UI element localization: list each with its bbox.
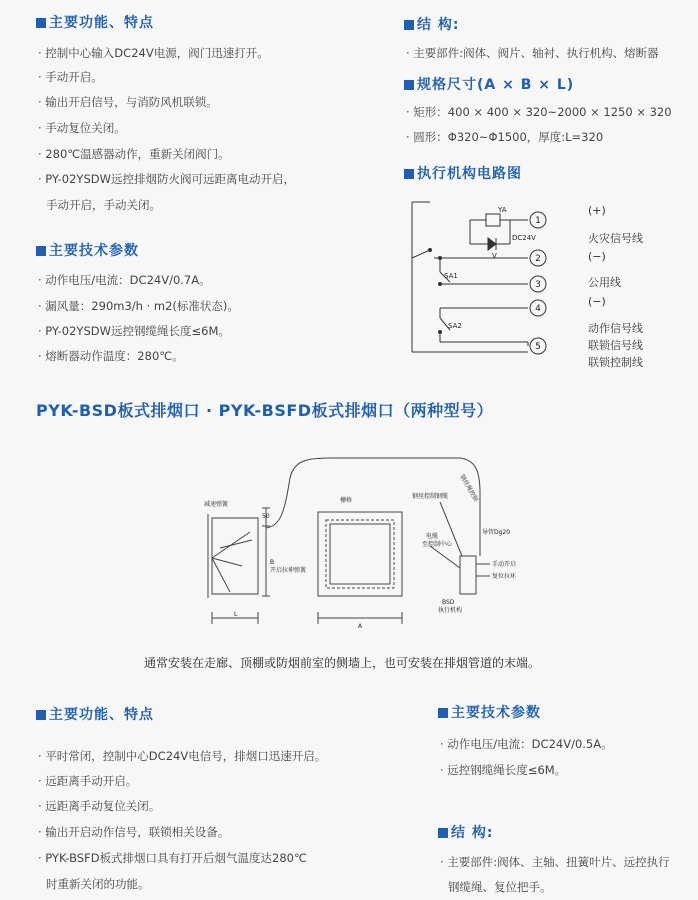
square-bullet-icon <box>438 828 448 838</box>
power-label: 电缆 <box>426 533 439 540</box>
signal-label: (−) <box>588 250 606 263</box>
signal-label: (+) <box>588 204 606 217</box>
feature-line: · 手动复位关闭。 <box>38 121 126 135</box>
voltage-label: DC24V <box>512 234 536 242</box>
switch-label: SA2 <box>448 322 462 330</box>
square-bullet-icon <box>404 80 414 90</box>
reset-label: 复位拉环 <box>492 573 517 580</box>
feature-line: 时重新关闭的功能。 <box>46 877 150 891</box>
feature-line: · 远距离手动复位关闭。 <box>38 799 161 813</box>
model-label: BSD <box>442 599 455 606</box>
dimension-label: A <box>358 623 363 630</box>
size-heading: 规格尺寸(A × B × L) <box>404 74 574 94</box>
feature-line: · 输出开启动作信号，联锁相关设备。 <box>38 825 230 839</box>
coil-label: YA <box>498 206 507 214</box>
conduit-label: 导管Dg20 <box>482 529 511 536</box>
terminal-label: 3 <box>535 280 541 290</box>
structure-heading-2: 结 构: <box>438 822 493 842</box>
switch-label: SA1 <box>444 272 458 280</box>
signal-label: 联锁信号线 <box>588 339 643 352</box>
params-heading-2: 主要技术参数 <box>438 702 541 722</box>
terminal-label: 1 <box>535 216 541 226</box>
signal-label: 动作信号线 <box>588 322 643 335</box>
feature-line: · PYK-BSFD板式排烟口具有打开后烟气温度达280℃ <box>38 851 307 865</box>
manual-open-label: 手动开启 <box>492 561 517 568</box>
dimension-label: L <box>234 611 238 618</box>
structure-line: 钢缆绳、复位把手。 <box>448 880 552 894</box>
feature-line: · 平时常闭，控制中心DC24V电信号，排烟口迅速开启。 <box>38 749 327 763</box>
param-line: · PY-02YSDW远控钢缆绳长度≤6M。 <box>38 324 230 338</box>
grille-label: 栅格 <box>340 497 353 504</box>
installation-caption: 通常安装在走廊、顶棚或防烟前室的侧墙上，也可安装在排烟管道的末端。 <box>144 656 541 670</box>
param-line: · 漏风量：290m3/h · m2(标准状态)。 <box>38 299 239 313</box>
circuit-diagram <box>400 192 580 372</box>
structure-line: · 主要部件:阀体、主轴、扭簧叶片、远控执行 <box>440 855 670 869</box>
terminal-label: 5 <box>535 342 541 352</box>
spring-label: 开启拉伸弹簧 <box>270 567 307 574</box>
feature-line: · PY-02YSDW远控排烟防火阀可远距离电动开启， <box>38 172 295 186</box>
params-heading: 主要技术参数 <box>36 240 139 260</box>
spring-label: 减速弹簧 <box>204 501 229 508</box>
square-bullet-icon <box>404 169 414 179</box>
param-line: · 远控钢缆绳长度≤6M。 <box>440 763 567 777</box>
structure-heading: 结 构: <box>404 14 459 34</box>
size-line: · 矩形：400 × 400 × 320~2000 × 1250 × 320 <box>406 105 672 119</box>
cable-label: 钢丝绳控制 <box>458 473 480 503</box>
structure-line: · 主要部件:阀体、阀片、轴衬、执行机构、熔断器 <box>406 46 659 60</box>
square-bullet-icon <box>36 710 46 720</box>
feature-line: · 控制中心输入DC24V电源，阀门迅速打开。 <box>38 46 269 60</box>
circuit-heading: 执行机构电路图 <box>404 163 522 183</box>
feature-line: 手动开启，手动关闭。 <box>46 198 161 212</box>
square-bullet-icon <box>36 18 46 28</box>
signal-label: 联锁控制线 <box>588 356 643 369</box>
actuator-label: 执行机构 <box>438 607 463 614</box>
features-heading: 主要功能、特点 <box>36 12 154 32</box>
diode-label: V <box>492 252 497 260</box>
smoke-vent-drawing <box>190 448 560 638</box>
feature-line: · 280℃温感器动作，重新关闭阀门。 <box>38 147 230 161</box>
feature-line: · 手动开启。 <box>38 70 103 84</box>
signal-label: 公用线 <box>588 276 621 289</box>
signal-label: 火灾信号线 <box>588 232 643 245</box>
signal-label: (−) <box>588 295 606 308</box>
square-bullet-icon <box>438 708 448 718</box>
param-line: · 动作电压/电流：DC24V/0.7A。 <box>38 273 211 287</box>
control-label: 至控制中心 <box>422 541 453 548</box>
features-heading-2: 主要功能、特点 <box>36 704 154 724</box>
dimension-label: B <box>270 559 275 566</box>
terminal-label: 4 <box>535 304 541 314</box>
param-line: · 动作电压/电流：DC24V/0.5A。 <box>440 737 613 751</box>
dimension-label: 50 <box>262 513 270 520</box>
cable-label: 钢丝控制钢缆 <box>412 493 449 500</box>
product-title: PYK-BSD板式排烟口 · PYK-BSFD板式排烟口（两种型号） <box>36 401 494 420</box>
size-line: · 圆形：Φ320~Φ1500，厚度:L=320 <box>406 130 604 144</box>
terminal-label: 2 <box>535 254 541 264</box>
feature-line: · 输出开启信号，与消防风机联锁。 <box>38 95 218 109</box>
feature-line: · 远距离手动开启。 <box>38 774 138 788</box>
square-bullet-icon <box>404 20 414 30</box>
param-line: · 熔断器动作温度：280℃。 <box>38 349 184 363</box>
square-bullet-icon <box>36 246 46 256</box>
